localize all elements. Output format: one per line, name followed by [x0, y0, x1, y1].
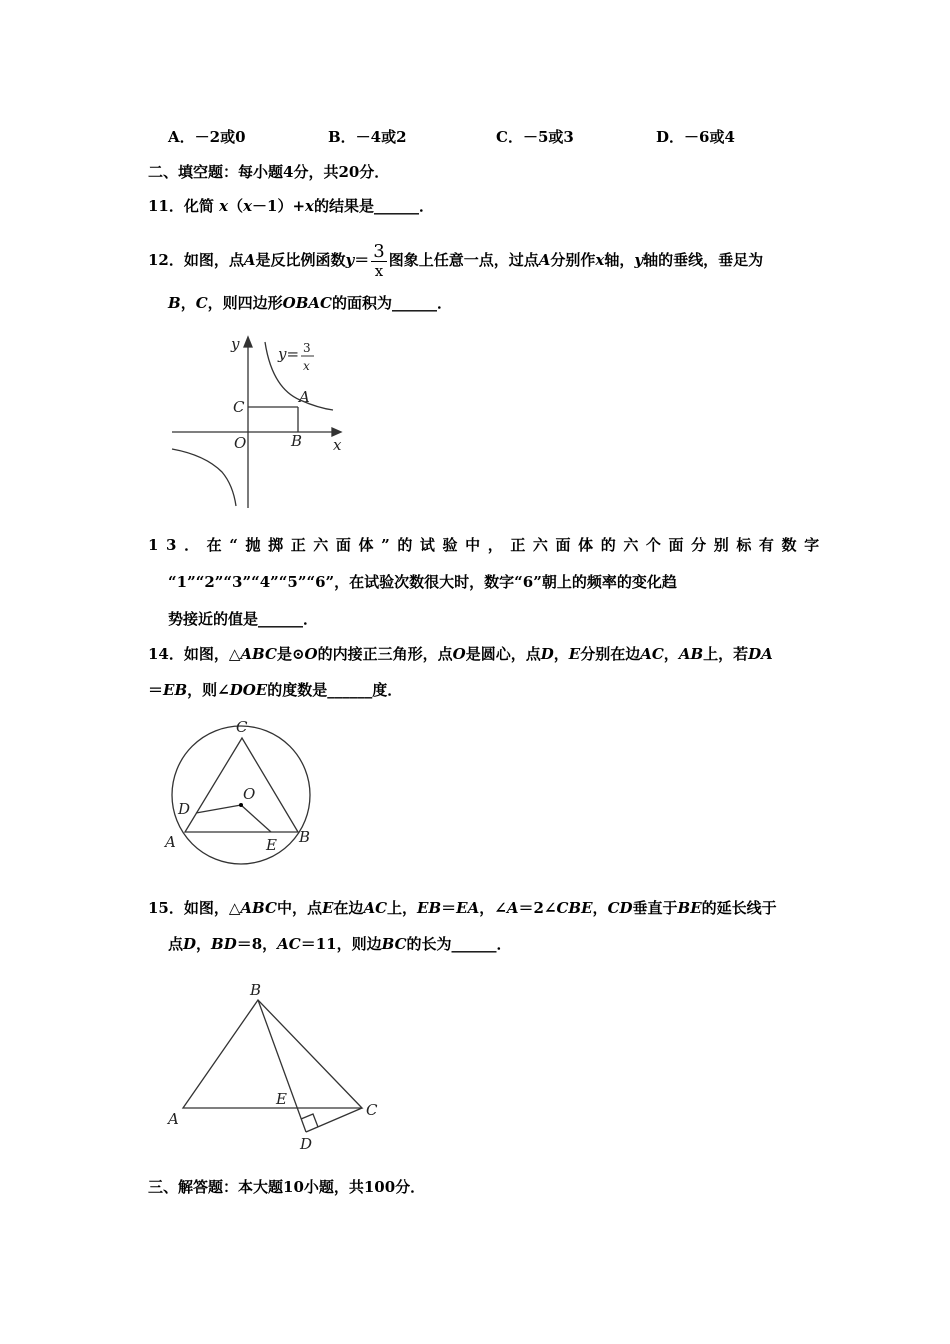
question-15-line-1: 15．如图，△ABC中，点E在边AC上，EB＝EA，∠A＝2∠CBE，CD垂直于BE的延长线于 — [148, 899, 777, 917]
segment-dc — [306, 1108, 362, 1132]
label-x-axis: x — [333, 436, 342, 454]
label-point-e: E — [276, 1090, 287, 1108]
label-point-o: O — [243, 785, 256, 803]
label-curve-num: 3 — [303, 341, 311, 355]
option-c: C．－5或3 — [496, 128, 574, 146]
section-3-heading: 三、解答题：本大题10小题，共100分． — [148, 1178, 426, 1196]
label-point-b: B — [250, 981, 262, 999]
question-14-line-2: ＝EB，则∠DOE的度数是______度． — [148, 681, 403, 699]
question-14-line-1: 14．如图，△ABC是⊙O的内接正三角形，点O是圆心，点D，E分别在边AC，AB上，若DA — [148, 645, 773, 663]
question-15-line-2: 点D，BD＝8，AC＝11，则边BC的长为______． — [168, 935, 512, 953]
label-point-d: D — [178, 800, 191, 818]
label-point-c: C — [233, 398, 245, 416]
label-curve-y: y= — [278, 345, 300, 363]
question-13-line-1: 13．在“抛掷正六面体”的试验中，正六面体的六个面分别标有数字 — [148, 536, 827, 554]
question-12-line-1: 12．如图，点A是反比例函数y＝ $\frac{3}{x}$ 图象上任意一点，过点A分别作x轴，y轴的垂线，垂足为 — [148, 240, 764, 280]
label-curve-den: x — [303, 359, 310, 373]
section-2-heading: 二、填空题：每小题4分，共20分． — [148, 163, 390, 181]
label-point-c: C — [366, 1101, 378, 1119]
label-point-a: A — [168, 1110, 179, 1128]
label-point-a: A — [165, 833, 176, 851]
label-point-b: B — [291, 432, 303, 450]
question-13-line-2: “1”“2”“3”“4”“5”“6”，在试验次数很大时，数字“6”朝上的频率的变化趋 — [168, 573, 677, 591]
option-d: D．－6或4 — [656, 128, 735, 146]
label-point-o: O — [234, 434, 247, 452]
option-a: A．－2或0 — [168, 128, 246, 146]
question-12-line-2: B，C，则四边形OBAC的面积为______． — [168, 294, 453, 312]
label-y-axis: y — [231, 335, 240, 353]
option-b: B．－4或2 — [328, 128, 407, 146]
segment-bd — [258, 1000, 306, 1132]
label-point-a: A — [299, 388, 310, 406]
label-point-d: D — [300, 1135, 313, 1153]
label-point-e: E — [266, 836, 277, 854]
label-point-c: C — [236, 718, 248, 736]
question-11: 11．化简 x（x－1）+x的结果是______． — [148, 197, 435, 215]
label-point-b: B — [299, 828, 311, 846]
question-13-line-3: 势接近的值是______． — [168, 610, 319, 628]
triangle-abc — [183, 1000, 362, 1108]
fraction-3-over-x: $\frac{3}{x}$ — [373, 240, 385, 280]
